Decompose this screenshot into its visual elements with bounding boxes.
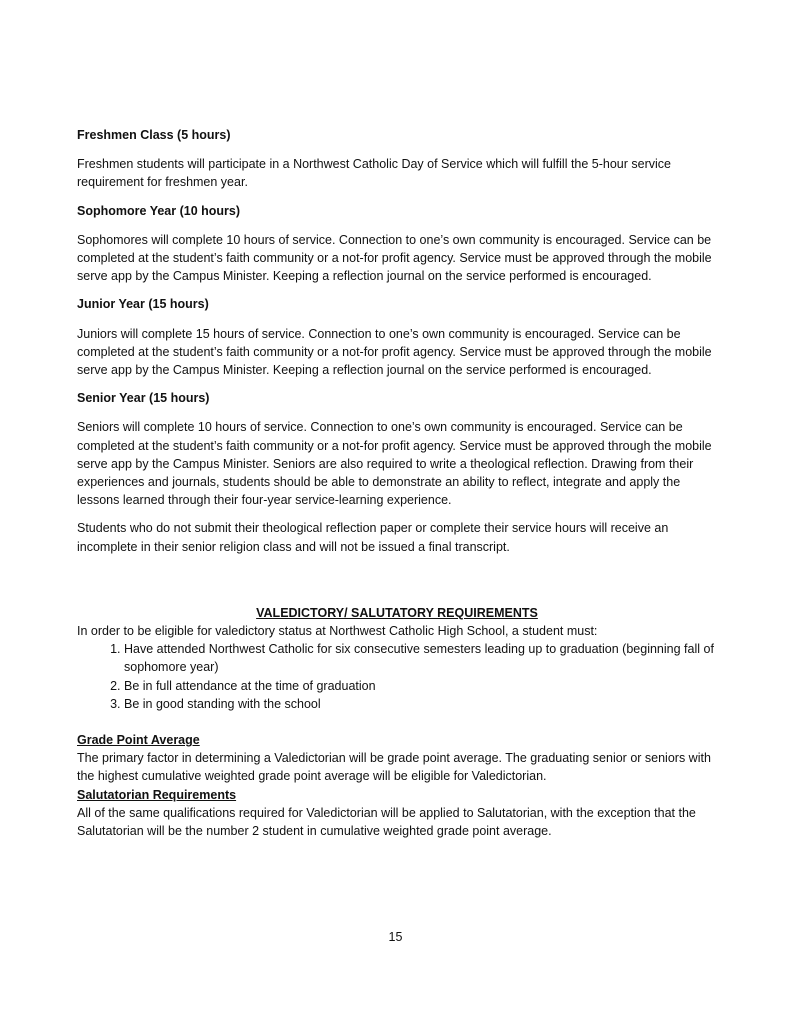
freshmen-heading: Freshmen Class (5 hours) xyxy=(77,128,231,142)
junior-paragraph: Juniors will complete 15 hours of service. Connection to one’s own community is encouraged. Service can be completed at the student’s faith community or a not-for profit agency. Service must be approved through the mobile serve app by the Campus Minister. Keeping a reflection journal on the service performed is encouraged. xyxy=(77,326,712,378)
valedictory-title: VALEDICTORY/ SALUTATORY REQUIREMENTS xyxy=(256,605,538,620)
valedictory-intro: In order to be eligible for valedictory status at Northwest Catholic High School, a student must: xyxy=(77,624,598,639)
closing-paragraph: Students who do not submit their theological reflection paper or complete their service hours will receive an incomplete in their senior religion class and will not be issued a final transcript. xyxy=(77,521,669,554)
salutatorian-paragraph: All of the same qualifications required for Valedictorian will be applied to Salutatorian, with the exception that the Salutatorian will be the number 2 student in cumulative weighted grade point average. xyxy=(77,805,696,839)
freshmen-paragraph: Freshmen students will participate in a Northwest Catholic Day of Service which will fulfill the 5-hour service requirement for freshmen year. xyxy=(77,157,671,190)
list-item: 2. Be in full attendance at the time of graduation xyxy=(124,677,717,695)
list-item: 1. Have attended Northwest Catholic for six consecutive semesters leading up to graduation (beginning fall of sophomore year) xyxy=(124,640,717,676)
requirements-list xyxy=(77,640,717,713)
senior-heading: Senior Year (15 hours) xyxy=(77,391,210,406)
page-number: 15 xyxy=(388,930,403,944)
gpa-paragraph: The primary factor in determining a Valedictorian will be grade point average. The graduating senior or seniors with the highest cumulative weighted grade point average will be eligible for Valedictorian. xyxy=(77,751,711,784)
salutatorian-heading-text: Salutatorian Requirements xyxy=(77,787,237,802)
list-item: 3. Be in good standing with the school xyxy=(124,695,717,713)
section-spacer xyxy=(77,566,717,604)
sophomore-heading: Sophomore Year (10 hours) xyxy=(77,203,241,218)
list-spacer xyxy=(77,713,717,731)
gpa-heading-text: Grade Point Average xyxy=(77,733,200,748)
gpa-heading xyxy=(77,731,717,749)
junior-heading: Junior Year (15 hours) xyxy=(77,297,209,312)
sophomore-paragraph: Sophomores will complete 10 hours of service. Connection to one’s own community is encouraged. Service can be completed at the student’s faith community or a not-for profit agency. Service must be approved through the mobile serve app by the Campus Minister. Keeping a reflection journal on the service performed is encouraged. xyxy=(77,232,712,284)
page-content xyxy=(77,126,717,840)
senior-paragraph: Seniors will complete 10 hours of service. Connection to one’s own community is encouraged. Service can be completed at the student’s faith community or a not-for profit agency. Service must be approved through the mobile serve app by the Campus Minister. Seniors are also required to write a theological reflection. Drawing from their experiences and journals, students should be able to demonstrate an ability to reflect, integrate and apply the lessons learned through their four-year service-learning experience. xyxy=(77,420,712,508)
salutatorian-heading xyxy=(77,786,717,804)
